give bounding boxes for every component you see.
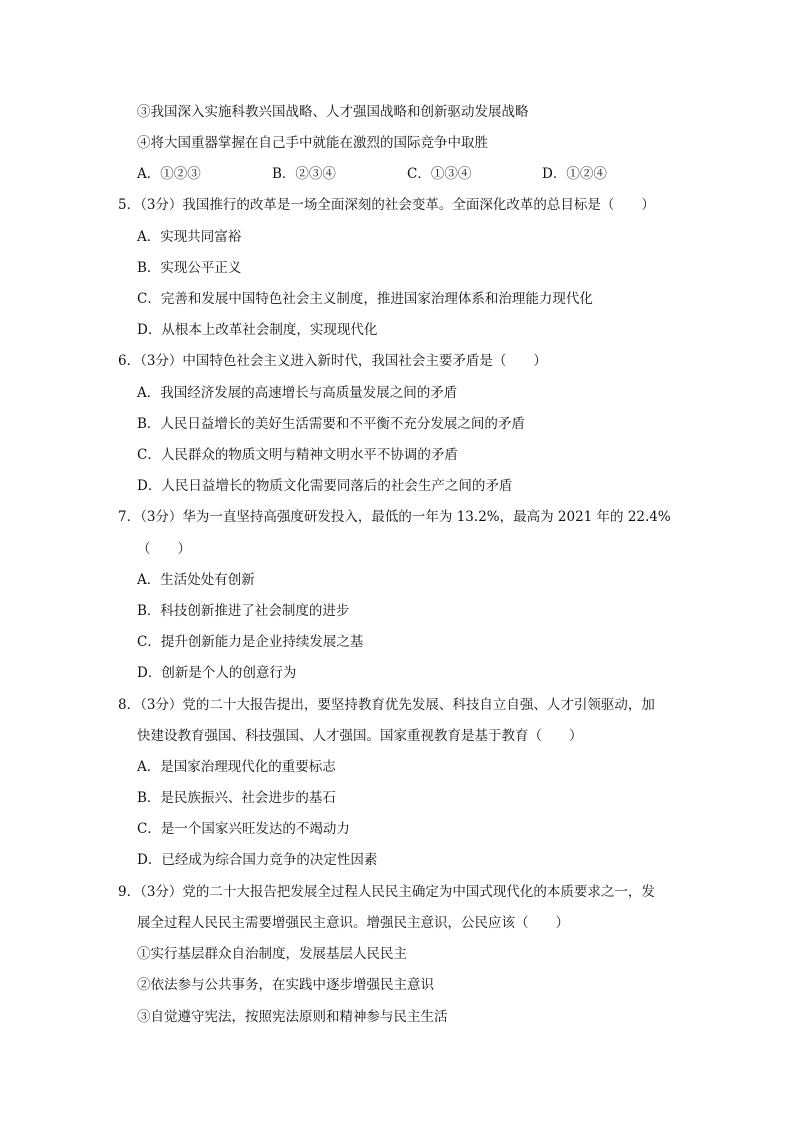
q5-stem: 5．（3分）我国推行的改革是一场全面深刻的社会变革。全面深化改革的总目标是（ ） [118,197,655,213]
q8-option-b: B．是民族振兴、社会进步的基石 [137,790,336,806]
q4-option-b: B．②③④ [272,166,336,182]
q6-option-b: B．人民日益增长的美好生活需要和不平衡不充分发展之间的矛盾 [137,416,525,432]
q7-stem: 7．（3分）华为一直坚持高强度研发投入，最低的一年为 13.2%，最高为 2021 年的 22.4% [118,509,671,525]
q7-option-c: C．提升创新能力是企业持续发展之基 [137,634,364,650]
q7-stem-cont: （ ） [137,541,191,557]
q4-option-d: D．①②④ [542,166,607,182]
q8-stem: 8．（3分）党的二十大报告提出，要坚持教育优先发展、科技自立自强、人才引领驱动，加 [118,697,655,713]
q9-statement-2: ②依法参与公共事务，在实践中逐步增强民主意识 [137,977,434,993]
q9-stem: 9．（3分）党的二十大报告把发展全过程人民民主确定为中国式现代化的本质要求之一，发 [118,884,655,900]
q4-option-c: C．①③④ [407,166,472,182]
q9-statement-1: ①实行基层群众自治制度，发展基层人民民主 [137,946,407,962]
q4-options [137,165,677,183]
q6-stem: 6．（3分）中国特色社会主义进入新时代，我国社会主要矛盾是（ ） [118,353,547,369]
q5-option-c: C．完善和发展中国特色社会主义制度，推进国家治理体系和治理能力现代化 [137,291,593,307]
q8-option-c: C．是一个国家兴旺发达的不竭动力 [137,821,350,837]
q5-option-a: A．实现共同富裕 [137,229,242,245]
q6-option-c: C．人民群众的物质文明与精神文明水平不协调的矛盾 [137,447,458,463]
q9-stem-cont: 展全过程人民民主需要增强民主意识。增强民主意识，公民应该（ ） [137,915,569,931]
q4-statement-3: ③我国深入实施科教兴国战略、人才强国战略和创新驱动发展战略 [137,104,529,120]
q7-option-a: A．生活处处有创新 [137,572,255,588]
q6-option-d: D．人民日益增长的物质文化需要同落后的社会生产之间的矛盾 [137,478,513,494]
q4-option-a: A．①②③ [137,166,201,182]
q7-option-b: B．科技创新推进了社会制度的进步 [137,603,350,619]
q5-option-b: B．实现公平正义 [137,260,242,276]
q5-option-d: D．从根本上改革社会制度，实现现代化 [137,322,378,338]
q8-option-a: A．是国家治理现代化的重要标志 [137,759,336,775]
q6-option-a: A．我国经济发展的高速增长与高质量发展之间的矛盾 [137,385,458,401]
q4-statement-4: ④将大国重器掌握在自己手中就能在激烈的国际竞争中取胜 [137,135,488,151]
q8-option-d: D．已经成为综合国力竞争的决定性因素 [137,852,378,868]
q9-statement-3: ③自觉遵守宪法，按照宪法原则和精神参与民主生活 [137,1009,448,1025]
q8-stem-cont: 快建设教育强国、科技强国、人才强国。国家重视教育是基于教育（ ） [137,728,583,744]
q7-option-d: D．创新是个人的创意行为 [137,665,297,681]
